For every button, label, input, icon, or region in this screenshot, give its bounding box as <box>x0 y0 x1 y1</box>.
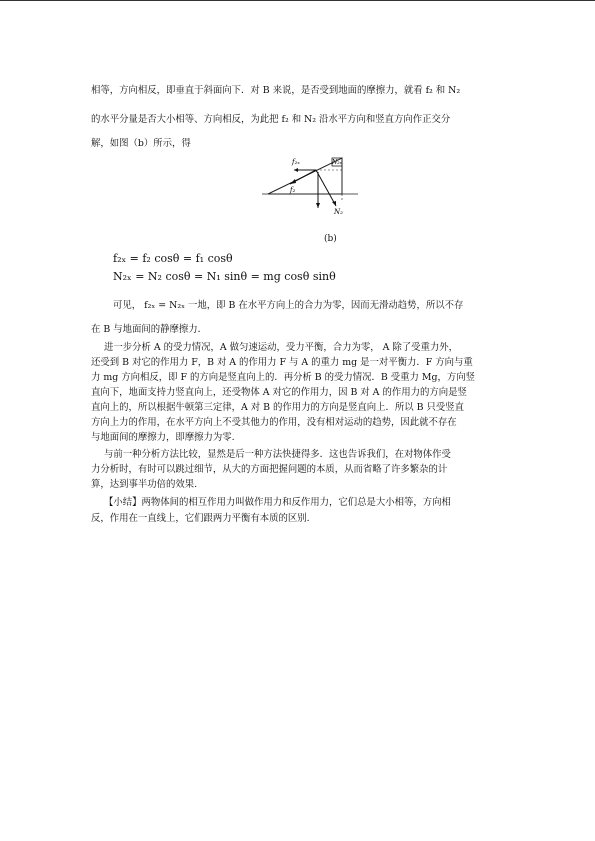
summary-line-1: 【小结】两物体间的相互作用力叫做作用力和反作用力，它们总是大小相等，方向相 <box>104 497 451 508</box>
para3-line-2: 力分析时，有时可以跳过细节，从大的方面把握问题的本质，从而省略了许多繁杂的计 <box>91 464 448 475</box>
para2-line-2: 还受到 B 对它的作用力 F，B 对 A 的作用力 F 与 A 的重力 mg 是一对平衡力．F 方向与重 <box>91 357 473 368</box>
page-top-rule <box>0 0 595 1</box>
f2-arrowhead <box>290 179 296 184</box>
text-line-1: 相等，方向相反，即垂直于斜面向下．对 B 来说，是否受到地面的摩擦力，就看 f₂ 和 N₂ <box>91 85 461 96</box>
text-line-3: 解，如图（b）所示，得 <box>91 138 191 149</box>
text-line-2: 的水平分量是否大小相等、方向相反，为此把 f₂ 和 N₂ 沿水平方向和竖直方向作正交分 <box>91 114 451 125</box>
equation-2: N₂ₓ = N₂ cosθ = N₁ sinθ = mg cosθ sinθ <box>113 270 336 283</box>
label-f2x: f₂ₓ <box>292 158 300 166</box>
force-diagram <box>262 148 358 248</box>
summary-line-2: 反，作用在一直线上，它们跟两力平衡有本质的区别. <box>91 513 310 524</box>
text-line-5: 在 B 与地面间的静摩擦力． <box>91 324 207 335</box>
figure-caption: (b) <box>324 234 337 244</box>
para2-line-6: 方向上力的作用，在水平方向上不受其他力的作用，没有相对运动的趋势，因此就不存在 <box>91 417 457 428</box>
para2-line-4: 直向下，地面支持力竖直向上，还受物体 A 对它的作用力，因 B 对 A 的作用力的方向是竖 <box>91 387 467 398</box>
N2-arrow <box>316 170 336 206</box>
para2-line-5: 直向上的，所以根据牛顿第三定律，A 对 B 的作用力的方向是竖直向上．所以 B 只受竖直 <box>91 402 464 413</box>
para2-line-7: 与地面间的摩擦力，即摩擦力为零. <box>91 432 235 443</box>
equation-1: f₂ₓ = f₂ cosθ = f₁ cosθ <box>113 252 233 265</box>
label-f2: f₂ <box>290 186 296 194</box>
label-N2x: N₂ₓ <box>332 159 342 166</box>
N2-arrowhead <box>332 201 336 206</box>
f2x-arrowhead <box>294 168 298 172</box>
text-line-4: 可见， f₂ₓ = N₂ₓ 一地，即 B 在水平方向上的合力为零，因而无滑动趋势，所以不存 <box>113 300 464 311</box>
N2-vertical-arrowhead <box>316 203 320 208</box>
para3-line-3: 算，达到事半功倍的效果. <box>91 479 198 490</box>
para2-line-3: 力 mg 方向相反，即 F 的方向是竖直向上的．再分析 B 的受力情况．B 受重力 Mg，方向竖 <box>91 372 475 383</box>
para2-line-1: 进一步分析 A 的受力情况，A 做匀速运动，受力平衡，合力为零， A 除了受重力外， <box>104 342 458 353</box>
para3-line-1: 与前一种分析方法比较，显然是后一种方法快捷得多．这也告诉我们，在对物体作受 <box>104 449 451 460</box>
label-N2: N₂ <box>334 208 343 216</box>
